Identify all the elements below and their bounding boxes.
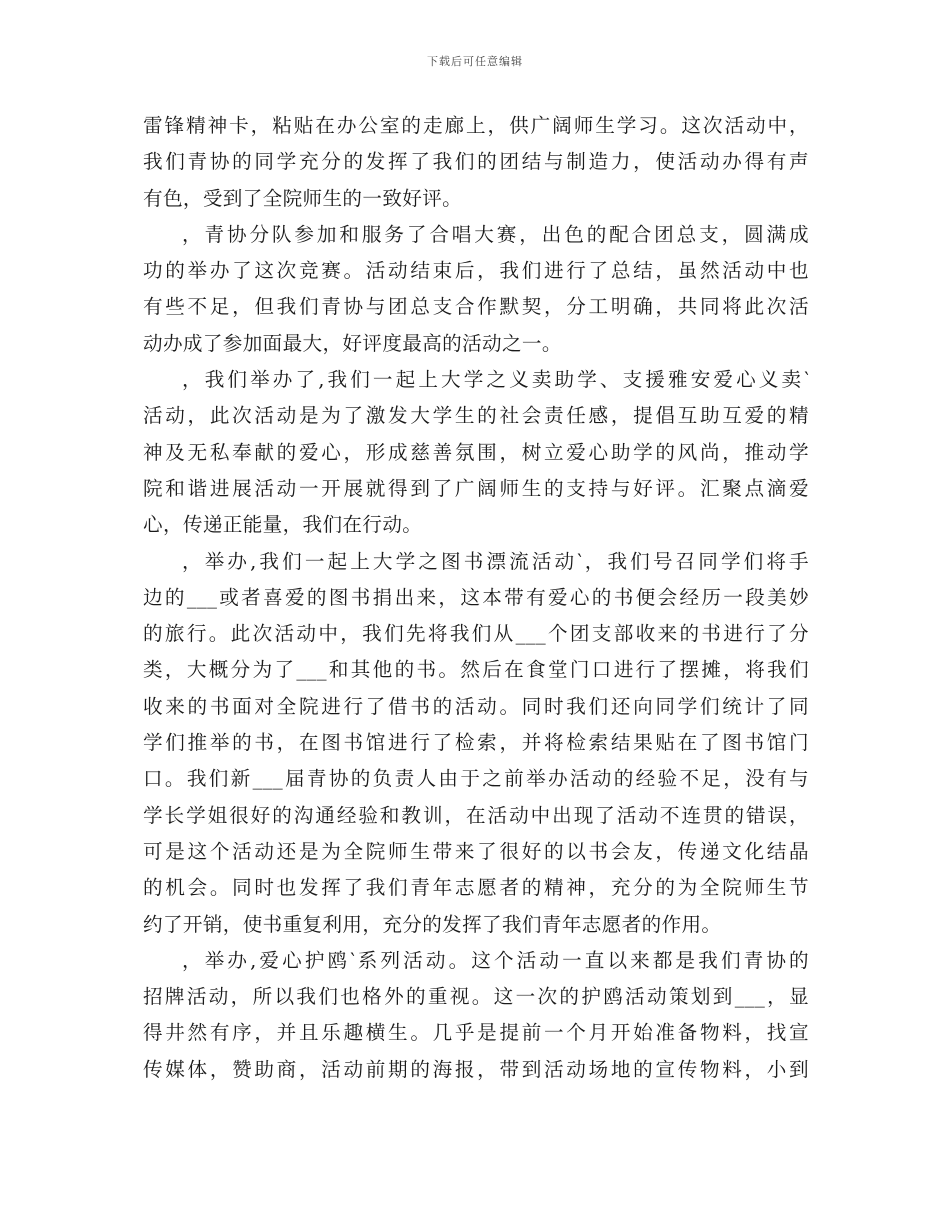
- text-line: 的旅行。此次活动中，我们先将我们从___个团支部收来的书进行了分: [143, 622, 809, 646]
- text-line: 的机会。同时也发挥了我们青年志愿者的精神，充分的为全院师生节: [143, 876, 809, 900]
- text-line: 有色，受到了全院师生的一致好评。: [143, 186, 463, 210]
- text-line: 有些不足，但我们青协与团总支合作默契，分工明确，共同将此次活: [143, 295, 809, 319]
- text-line: 功的举办了这次竞赛。活动结束后，我们进行了总结，虽然活动中也: [143, 259, 809, 283]
- paragraph-first-line: ，举办,我们一起上大学之图书漂流活动‵，我们号召同学们将手: [182, 549, 809, 573]
- text-line: 收来的书面对全院进行了借书的活动。同时我们还向同学们统计了同: [143, 694, 809, 718]
- text-line: 传媒体，赞助商，活动前期的海报，带到活动场地的宣传物料，小到: [143, 1057, 809, 1081]
- paragraph-first-line: ，青协分队参加和服务了合唱大赛，出色的配合团总支，圆满成: [182, 222, 809, 246]
- text-line: 边的___或者喜爱的图书捐出来，这本带有爱心的书便会经历一段美妙: [143, 585, 809, 609]
- text-line: 可是这个活动还是为全院师生带来了很好的以书会友，传递文化结晶: [143, 839, 809, 863]
- text-line: 类，大概分为了___和其他的书。然后在食堂门口进行了摆摊，将我们: [143, 658, 809, 682]
- text-line: 我们青协的同学充分的发挥了我们的团结与制造力，使活动办得有声: [143, 150, 809, 174]
- text-line: 神及无私奉献的爱心，形成慈善氛围，树立爱心助学的风尚，推动学: [143, 440, 809, 464]
- paragraph-first-line: ，我们举办了,我们一起上大学之义卖助学、支援雅安爱心义卖‵: [182, 368, 809, 392]
- text-line: 得井然有序，并且乐趣横生。几乎是提前一个月开始准备物料，找宣: [143, 1021, 809, 1045]
- page-header: 下载后可任意编辑: [427, 55, 523, 68]
- text-line: 口。我们新___届青协的负责人由于之前举办活动的经验不足，没有与: [143, 767, 809, 791]
- text-line: 活动，此次活动是为了激发大学生的社会责任感，提倡互助互爱的精: [143, 404, 809, 428]
- text-line: 院和谐进展活动一开展就得到了广阔师生的支持与好评。汇聚点滴爱: [143, 476, 809, 500]
- paragraph-first-line: ，举办,爱心护鸥‵系列活动。这个活动一直以来都是我们青协的: [182, 948, 809, 972]
- text-line: 学长学姐很好的沟通经验和教训，在活动中出现了活动不连贯的错误，: [143, 803, 809, 827]
- text-line: 雷锋精神卡，粘贴在办公室的走廊上，供广阔师生学习。这次活动中，: [143, 114, 809, 137]
- text-line: 心，传递正能量，我们在行动。: [143, 513, 423, 537]
- document-body: [143, 108, 809, 1088]
- text-line: 约了开销，使书重复利用，充分的发挥了我们青年志愿者的作用。: [143, 912, 722, 936]
- text-line: 学们推举的书，在图书馆进行了检索，并将检索结果贴在了图书馆门: [143, 731, 809, 755]
- text-line: 动办成了参加面最大，好评度最高的活动之一。: [143, 331, 562, 355]
- text-line: 招牌活动，所以我们也格外的重视。这一次的护鸥活动策划到___，显: [143, 985, 809, 1009]
